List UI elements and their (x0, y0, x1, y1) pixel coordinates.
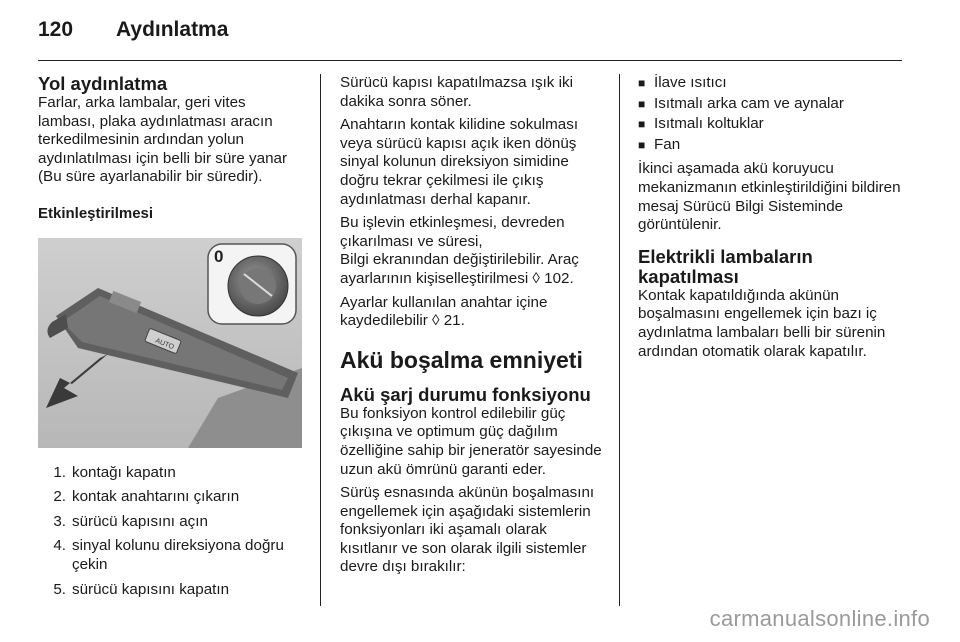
paragraph: Sürüş esnasında akünün boşalmasını engellemek için aşağıdaki sistemlerin fonksiyonları iki aşamalı olarak kısıtlanır ve son olarak ilgili sistemler devre dışı bırakılır: (340, 484, 595, 576)
page-number: 120 (38, 18, 74, 41)
list-item: 4. sinyal kolunu direksiyona doğru çekin (53, 537, 284, 573)
figure-badge: 0 (214, 246, 224, 266)
paragraph: Kontak kapatıldığında akünün boşalmasını engellemek için bazı iç aydınlatma lambaları belli bir sürenin ardından otomatik olarak kapatılır. (638, 286, 886, 360)
paragraph: Bilgi ekranından değiştirilebilir. Araç ayarlarının kişiselleştirilmesi ◊ 102. (340, 251, 579, 287)
chapter-title: Aydınlatma (116, 18, 229, 41)
paragraph: Sürücü kapısı kapatılmazsa ışık iki dakika sonra söner. (340, 74, 573, 110)
paragraph: Anahtarın kontak kilidine sokulması veya sürücü kapısı açık iken dönüş sinyal kolunun direksiyon simidine doğru tekrar çekilmesi ile çıkış aydınlatması derhal kapanır. (340, 116, 579, 208)
list-item: ■ Isıtmalı koltuklar (638, 115, 764, 133)
activation-label: Etkinleştirilmesi (38, 204, 154, 222)
subsection-title-lamp-shutoff: Elektrikli lambaların kapatılması (638, 245, 813, 287)
section-title-battery: Akü boşalma emniyeti (340, 346, 583, 373)
paragraph: Bu işlevin etkinleşmesi, devreden çıkarılması ve süresi, (340, 214, 565, 250)
restricted-systems-list (638, 74, 904, 154)
activation-steps (38, 464, 306, 600)
paragraph: İkinci aşamada akü koruyucu mekanizmanın etkinleştirildiğini bildiren mesaj Sürücü Bilgi Sisteminde görüntülenir. (638, 160, 901, 234)
watermark: carmanualsonline.info (709, 606, 930, 631)
intro-paragraph: Farlar, arka lambalar, geri vites lambası, plaka aydınlatması aracın terkedilmesinin ardından yolun aydınlatılması için belli bir süre yanar (Bu süre ayarlanabilir bir süredir). (38, 94, 288, 186)
column-3 (638, 74, 904, 366)
list-item: ■ Isıtmalı arka cam ve aynalar (638, 94, 844, 112)
header-divider (38, 60, 902, 61)
figure-switch-label: AUTO (154, 337, 175, 351)
list-item: ■ Fan (638, 135, 681, 153)
column-divider-2 (619, 74, 620, 606)
list-item: 1. kontağı kapatın (53, 463, 176, 481)
page-header (38, 18, 228, 48)
list-item: ■ İlave ısıtıcı (638, 74, 727, 91)
list-item: 3. sürücü kapısını açın (53, 512, 208, 530)
list-item: 2. kontak anahtarını çıkarın (53, 488, 240, 506)
list-item: 5. sürücü kapısını kapatın (53, 580, 230, 598)
section-title-road-lighting: Yol aydınlatma (38, 73, 168, 94)
column-divider-1 (320, 74, 321, 606)
subsection-title-charge-state: Akü şarj durumu fonksiyonu (340, 383, 591, 405)
paragraph: Ayarlar kullanılan anahtar içine kaydedilebilir ◊ 21. (340, 293, 548, 330)
paragraph: Bu fonksiyon kontrol edilebilir güç çıkışına ve optimum güç dağılım özelliğine sahip bir jeneratör sayesinde uzun akü ömrünü garanti eder. (340, 404, 602, 478)
column-2 (340, 74, 606, 582)
column-1 (38, 74, 306, 605)
turn-signal-lever-illustration (38, 238, 302, 448)
